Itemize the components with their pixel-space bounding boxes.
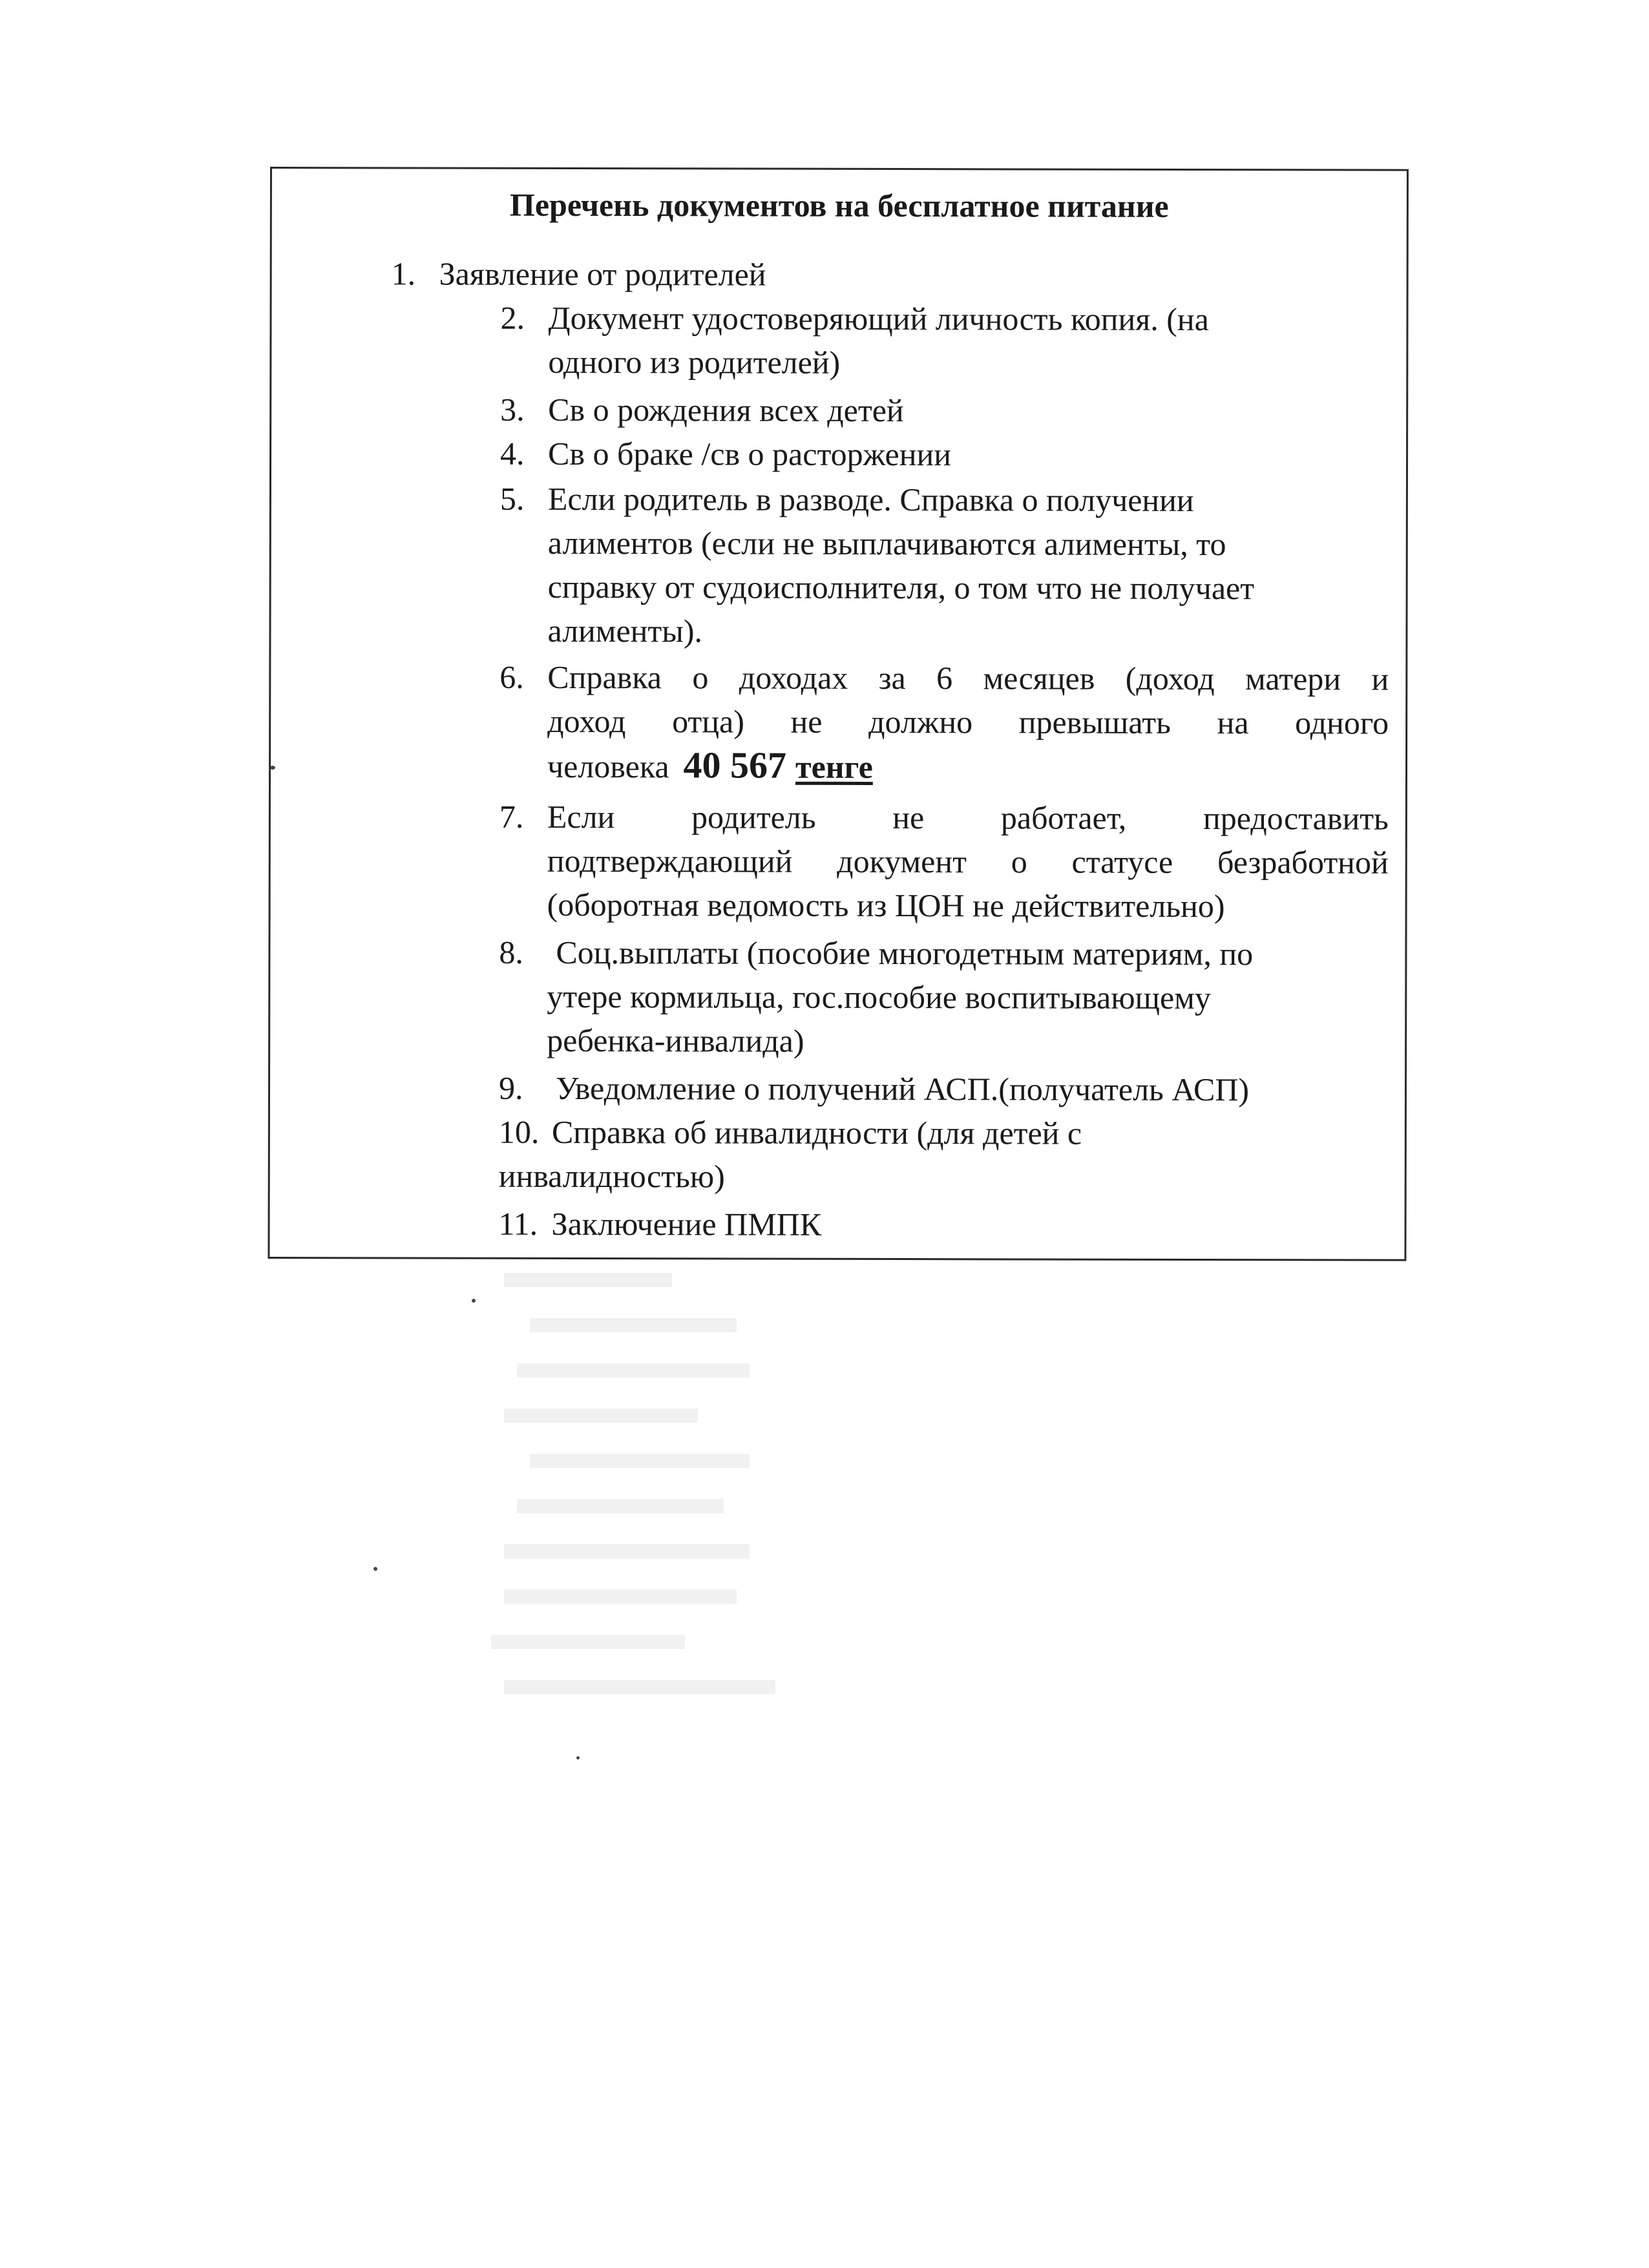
list-item bbox=[499, 795, 1389, 929]
list-item bbox=[500, 296, 1385, 386]
list-item bbox=[500, 388, 1385, 429]
item-text: Заявление от родителей bbox=[439, 255, 766, 293]
item-number: 11. bbox=[498, 1205, 538, 1242]
item-line: Справка об инвалидности (для детей с bbox=[551, 1113, 1082, 1151]
list-item bbox=[499, 1110, 1384, 1200]
item-number: 9. bbox=[498, 1069, 523, 1106]
item-line: утере кормильца, гос.пособие воспитывающему bbox=[547, 978, 1211, 1016]
item-text bbox=[547, 795, 1389, 929]
item-number: 6. bbox=[499, 658, 524, 695]
list-item bbox=[498, 1202, 1384, 1243]
item-text: Св о рождения всех детей bbox=[548, 391, 904, 429]
item-number: 8. bbox=[499, 934, 524, 971]
list-item bbox=[498, 1066, 1391, 1108]
item-line: алименты). bbox=[547, 612, 703, 649]
bleed-through-marks bbox=[491, 1260, 853, 1732]
item-line-last bbox=[547, 743, 1389, 790]
item-number: 3. bbox=[500, 391, 525, 428]
item-line: инвалидностью) bbox=[498, 1157, 725, 1195]
item-number: 10. bbox=[498, 1113, 540, 1150]
item-line: подтверждающий документ о статусе безработной bbox=[547, 842, 1389, 881]
item-line: Если родитель в разводе. Справка о получении bbox=[547, 480, 1194, 518]
scan-speck bbox=[472, 1299, 476, 1303]
item-line: Соц.выплаты (пособие многодетным материям, по bbox=[556, 934, 1254, 972]
list-item bbox=[499, 655, 1389, 793]
item-number: 1. bbox=[391, 255, 416, 292]
income-limit-currency: тенге bbox=[795, 748, 873, 785]
item-number: 5. bbox=[499, 480, 525, 517]
item-number: 2. bbox=[500, 299, 525, 336]
item-number: 4. bbox=[500, 435, 525, 472]
item-text: Уведомление о получений АСП.(получатель АСП) bbox=[555, 1069, 1250, 1108]
item-text bbox=[547, 930, 1383, 1064]
scan-speck bbox=[576, 1756, 580, 1759]
item-line: одного из родителей) bbox=[548, 343, 841, 381]
item-line: человека bbox=[547, 748, 669, 785]
income-limit-amount: 40 567 bbox=[683, 744, 787, 786]
item-text: Заключение ПМПК bbox=[551, 1205, 822, 1243]
item-line: ребенка-инвалида) bbox=[547, 1022, 804, 1059]
item-text bbox=[548, 296, 1385, 386]
item-text bbox=[547, 655, 1389, 790]
list-item bbox=[499, 477, 1385, 655]
document-title: Перечень документов на бесплатное питание bbox=[509, 186, 1169, 224]
scan-speck bbox=[270, 766, 275, 770]
scan-speck bbox=[373, 1567, 377, 1571]
item-text bbox=[547, 477, 1385, 655]
item-line: доход отца) не должно превышать на одного bbox=[547, 702, 1389, 741]
item-line: алиментов (если не выплачиваются алименты, то bbox=[547, 524, 1226, 563]
list-item bbox=[391, 251, 1361, 293]
item-text: Св о браке /св о расторжении bbox=[548, 435, 952, 473]
item-number: 7. bbox=[499, 798, 524, 835]
document-frame bbox=[268, 167, 1409, 1261]
item-line: Если родитель не работает, предоставить bbox=[547, 798, 1389, 837]
list-item bbox=[500, 432, 1385, 473]
item-line: Документ удостоверяющий личность копия. (на bbox=[548, 299, 1209, 338]
list-item bbox=[499, 930, 1384, 1064]
item-line: Справка о доходах за 6 месяцев (доход матери и bbox=[547, 658, 1389, 697]
item-line: (оборотная ведомость из ЦОН не действительно) bbox=[547, 886, 1225, 925]
item-line: справку от судоисполнителя, о том что не получает bbox=[547, 568, 1255, 607]
